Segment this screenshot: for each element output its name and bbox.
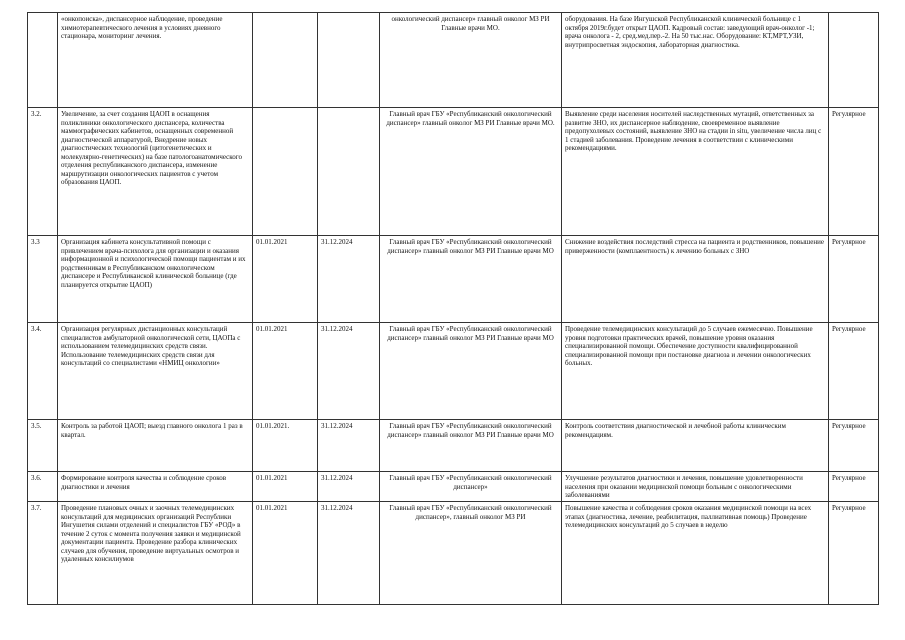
- row-result: Улучшение результатов диагностики и лечения, повышение удовлетворенности населения при оказании медицинской помощи больным с онкологическими заболеваниями: [562, 472, 829, 502]
- row-number: 3.4.: [28, 323, 58, 420]
- row-period: Регулярное: [829, 420, 879, 472]
- row-end-date: 31.12.2024: [318, 420, 380, 472]
- row-result: Повышение качества и соблюдения сроков оказания медицинской помощи на всех этапах (диагностика, лечение, реабилитация, паллиативная помощь) Проведение телемедицинских консультаций до 5 случаев в неделю: [562, 502, 829, 605]
- row-start-date: 01.01.2021: [253, 472, 318, 502]
- row-end-date: 31.12.2024: [318, 472, 380, 502]
- row-result: Контроль соответствия диагностической и лечебной работы клиническим рекомендациям.: [562, 420, 829, 472]
- plan-table: [27, 12, 879, 605]
- row-end-date: [318, 108, 380, 236]
- row-responsible: Главный врач ГБУ «Республиканский онкологический диспансер» главный онколог МЗ РИ Главные врачи МО: [380, 323, 562, 420]
- row-event: Формирование контроля качества и соблюдение сроков диагностики и лечения: [58, 472, 253, 502]
- row-result: Проведение телемедицинских консультаций до 5 случаев ежемесячно. Повышение уровня подготовки практических врачей, повышение уровня оказания специализированной помощи. Обеспечение доступности квалифицированной специализированной помощи при постановке диагноза и лечении онкологических больных.: [562, 323, 829, 420]
- row-event: Организация регулярных дистанционных консультаций специалистов амбулаторной онкологической сети, ЦАОПа с использованием телемедицинских средств связи. Использование телемедицинских средств связи для консультаций со специалистами «НМИЦ онкологии»: [58, 323, 253, 420]
- row-end-date: 31.12.2024: [318, 236, 380, 323]
- table-row: [28, 472, 879, 502]
- table-row: [28, 502, 879, 605]
- row-start-date: 01.01.2021: [253, 236, 318, 323]
- row-result: Выявление среди населения носителей наследственных мутаций, ответственных за развитие ЗНО, их диспансерное наблюдение, своевременное выявление предопухолевых состояний, выявление ЗНО на стадии in situ, увеличение числа лиц с 1 стадией заболевания. Проведение лечения в соответствии с клиническими рекомендациями.: [562, 108, 829, 236]
- row-responsible: Главный врач ГБУ «Республиканский онкологический диспансер» главный онколог МЗ РИ Главные врачи МО: [380, 420, 562, 472]
- row-event: Проведение плановых очных и заочных телемедицинских консультаций для медицинских организаций Республики Ингушетия силами отделений и специалистов ГБУ «РОД» в течение 2 суток с момента получения заявки и медицинской документации пациента. Проведение разбора клинических случаев для обучения, проведение виртуальных осмотров и удаленных консилиумов: [58, 502, 253, 605]
- row-event: Организация кабинета консультативной помощи с привлечением врача-психолога для организации и оказания информационной и психологической помощи пациентам и их родственникам в Республиканском онкологическом диспансере и Республиканской клинической больнице (где планируется открытие ЦАОП): [58, 236, 253, 323]
- row-event: Увеличение, за счет создания ЦАОП в оснащения поликлиники онкологического диспансера, количества маммографических кабинетов, оснащенных современной диагностической аппаратурой, Внедрение новых диагностических технологий (цитогенетических и молекулярно-генетических) на базе патологоанатомического отделения республиканского диспансера, изменение маршрутизации онкологических пациентов с учетом образования ЦАОП.: [58, 108, 253, 236]
- row-start-date: 01.01.2021: [253, 323, 318, 420]
- row-responsible: онкологический диспансер» главный онколог МЗ РИ Главные врачи МО.: [380, 13, 562, 108]
- row-period: Регулярное: [829, 236, 879, 323]
- row-result: Снижение воздействия последствий стресса на пациента и родственников, повышение приверженности (комплаентность) к лечению больных с ЗНО: [562, 236, 829, 323]
- table-row: [28, 323, 879, 420]
- row-number: 3.6.: [28, 472, 58, 502]
- row-period: Регулярное: [829, 323, 879, 420]
- table-row: [28, 420, 879, 472]
- row-event: «онкопоиска», диспансерное наблюдение, проведение химиотерапевтического лечения в условиях дневного стационара, мониторинг лечения.: [58, 13, 253, 108]
- row-end-date: [318, 13, 380, 108]
- row-period: Регулярное: [829, 108, 879, 236]
- row-responsible: Главный врач ГБУ «Республиканский онкологический диспансер», главный онколог МЗ РИ: [380, 502, 562, 605]
- row-number: 3.7.: [28, 502, 58, 605]
- table-row: [28, 236, 879, 323]
- row-result: оборудования. На базе Ингушской Республиканской клинической больнице с 1 октября 2019г.будет открыт ЦАОП. Кадровый состав: заведующий врач-онколог -1; врача онколога - 2, сред.мед.пер.-2. На 50 тыс.нас. Оборудование: КТ,МРТ,УЗИ, внутрипросветная эндоскопия, лабораторная диагностика.: [562, 13, 829, 108]
- row-number: [28, 13, 58, 108]
- row-number: 3.3: [28, 236, 58, 323]
- row-responsible: Главный врач ГБУ «Республиканский онкологический диспансер»: [380, 472, 562, 502]
- row-event: Контроль за работой ЦАОП; выезд главного онколога 1 раз в квартал.: [58, 420, 253, 472]
- row-responsible: Главный врач ГБУ «Республиканский онкологический диспансер» главный онколог МЗ РИ Главные врачи МО: [380, 236, 562, 323]
- row-period: Регулярное: [829, 502, 879, 605]
- row-start-date: 01.01.2021.: [253, 420, 318, 472]
- row-start-date: [253, 13, 318, 108]
- table-row: [28, 108, 879, 236]
- row-number: 3.2.: [28, 108, 58, 236]
- row-start-date: 01.01.2021: [253, 502, 318, 605]
- row-period: [829, 13, 879, 108]
- row-number: 3.5.: [28, 420, 58, 472]
- row-responsible: Главный врач ГБУ «Республиканский онкологический диспансер» главный онколог МЗ РИ Главные врачи МО.: [380, 108, 562, 236]
- row-period: Регулярное: [829, 472, 879, 502]
- table-row: [28, 13, 879, 108]
- row-end-date: 31.12.2024: [318, 502, 380, 605]
- row-start-date: [253, 108, 318, 236]
- row-end-date: 31.12.2024: [318, 323, 380, 420]
